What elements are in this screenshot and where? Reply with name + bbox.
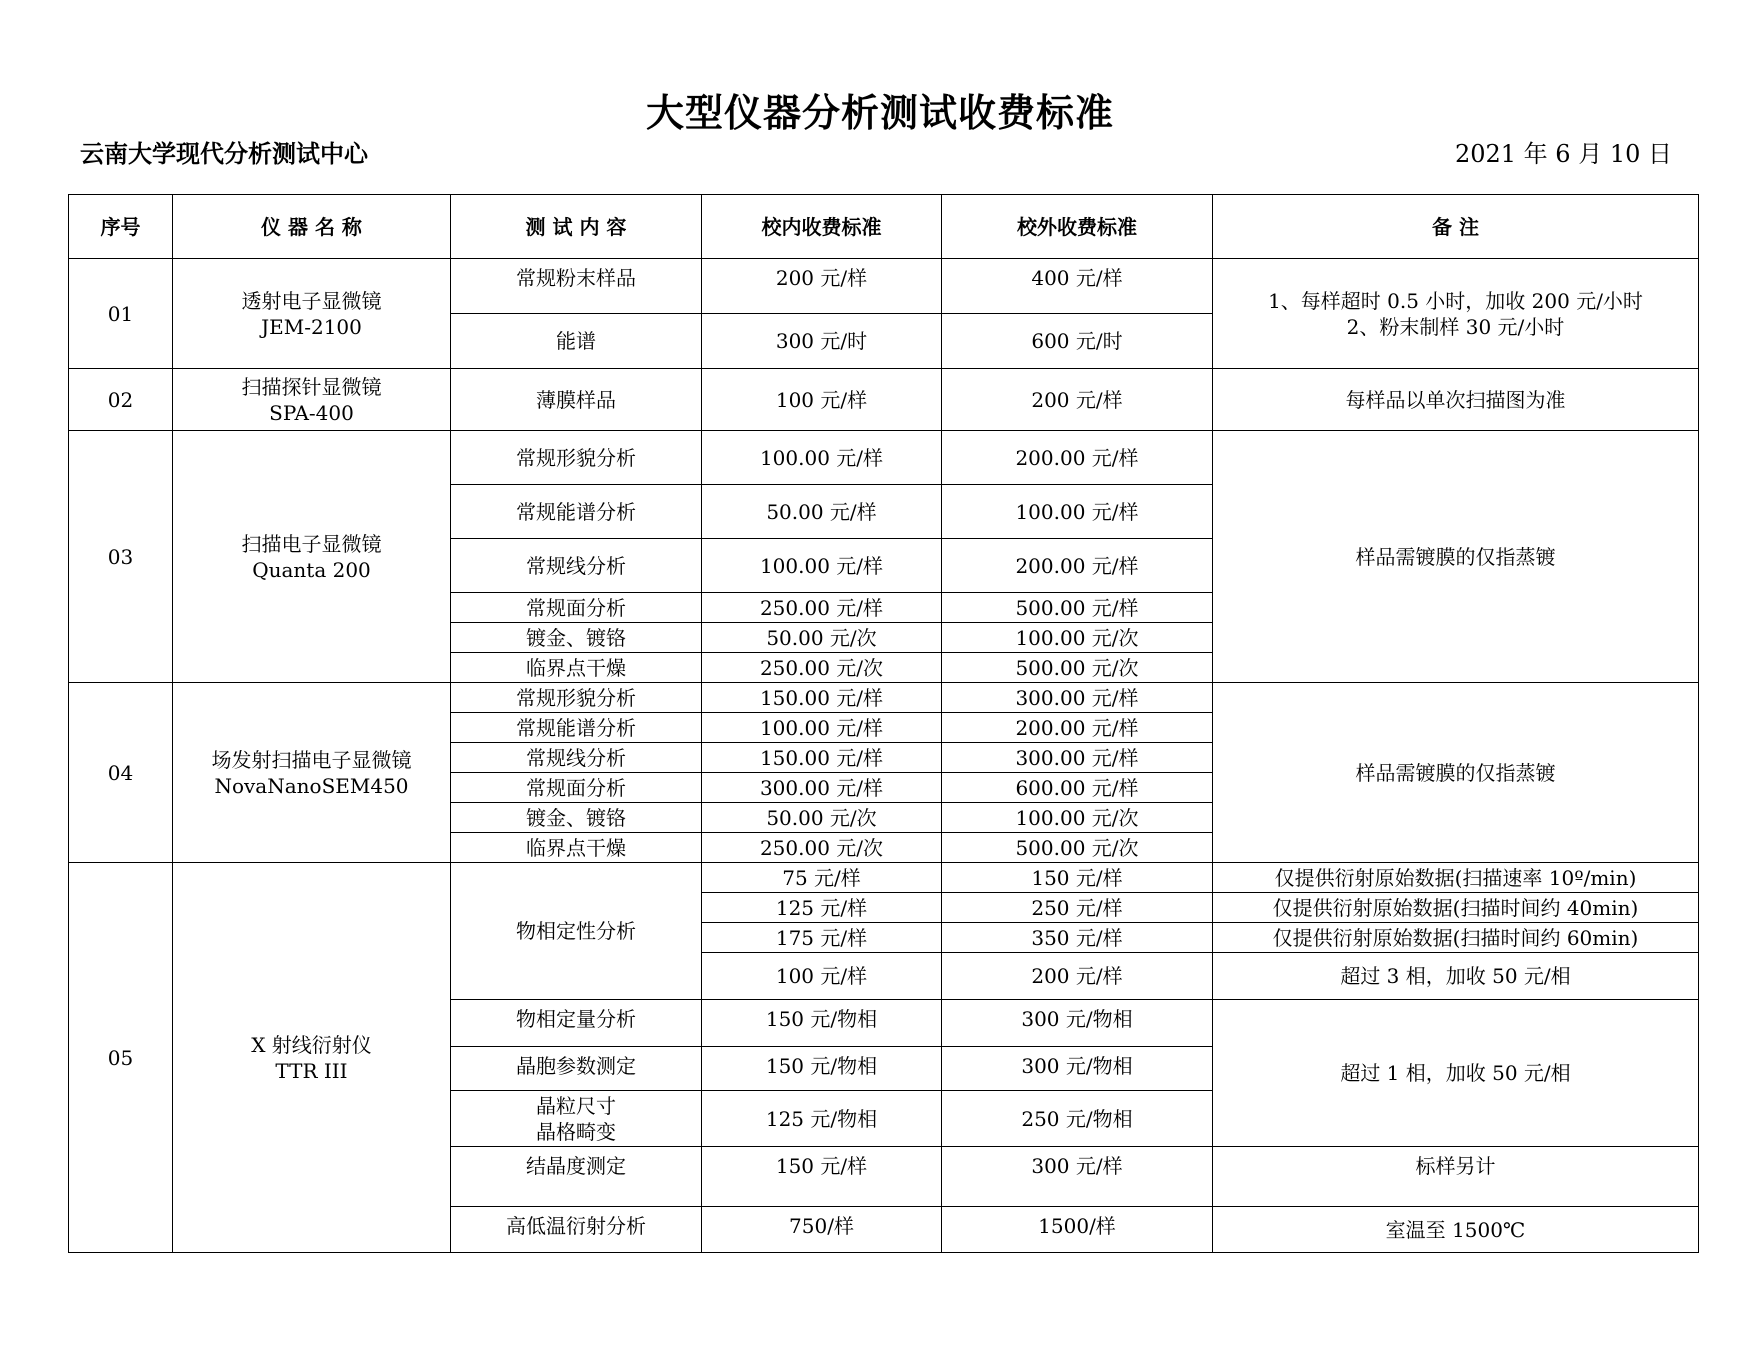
external-fee: 100.00 元/次 [942, 623, 1213, 653]
internal-fee: 50.00 元/次 [702, 623, 942, 653]
test-content: 常规线分析 [451, 539, 702, 593]
test-content-line: 晶粒尺寸 [536, 1093, 616, 1118]
internal-fee: 75 元/样 [702, 863, 942, 893]
notes-cell: 仅提供衍射原始数据(扫描时间约 60min) [1213, 923, 1699, 953]
notes-cell: 仅提供衍射原始数据(扫描时间约 40min) [1213, 893, 1699, 923]
document-date: 2021 年 6 月 10 日 [1454, 140, 1672, 168]
header-no: 序号 [69, 195, 173, 259]
table-row [69, 259, 1699, 314]
instrument-model: SPA-400 [269, 400, 354, 425]
external-fee: 600.00 元/样 [942, 773, 1213, 803]
external-fee: 250 元/样 [942, 893, 1213, 923]
external-fee: 300.00 元/样 [942, 743, 1213, 773]
external-fee: 300 元/样 [942, 1147, 1213, 1207]
test-content: 临界点干燥 [451, 653, 702, 683]
instrument-model: NovaNanoSEM450 [214, 773, 409, 798]
table-row [69, 431, 1699, 485]
external-fee: 400 元/样 [942, 259, 1213, 314]
external-fee: 200 元/样 [942, 953, 1213, 1000]
test-content: 镀金、镀铬 [451, 803, 702, 833]
internal-fee: 100.00 元/样 [702, 539, 942, 593]
instrument-name [173, 369, 451, 431]
test-content: 镀金、镀铬 [451, 623, 702, 653]
test-content: 薄膜样品 [451, 369, 702, 431]
internal-fee: 150.00 元/样 [702, 743, 942, 773]
row-number: 03 [69, 431, 173, 683]
note-line: 2、粉末制样 30 元/小时 [1346, 314, 1565, 339]
test-content: 物相定量分析 [451, 1000, 702, 1047]
internal-fee: 750/样 [702, 1207, 942, 1253]
external-fee: 150 元/样 [942, 863, 1213, 893]
instrument-model: JEM-2100 [261, 314, 362, 339]
external-fee: 100.00 元/次 [942, 803, 1213, 833]
fee-table [68, 194, 1699, 1253]
test-content: 常规能谱分析 [451, 485, 702, 539]
external-fee: 300.00 元/样 [942, 683, 1213, 713]
external-fee: 200.00 元/样 [942, 539, 1213, 593]
header-row [69, 195, 1699, 259]
internal-fee: 300 元/时 [702, 314, 942, 369]
instrument-name [173, 863, 451, 1253]
test-content-line: 晶格畸变 [536, 1119, 616, 1144]
table-row [69, 369, 1699, 431]
header-notes: 备 注 [1213, 195, 1699, 259]
test-content: 物相定性分析 [451, 863, 702, 1000]
external-fee: 500.00 元/次 [942, 653, 1213, 683]
instrument-name [173, 259, 451, 369]
organization-name: 云南大学现代分析测试中心 [80, 140, 368, 168]
external-fee: 300 元/物相 [942, 1047, 1213, 1091]
internal-fee: 250.00 元/次 [702, 653, 942, 683]
internal-fee: 50.00 元/样 [702, 485, 942, 539]
header-instrument: 仪 器 名 称 [173, 195, 451, 259]
instrument-model: Quanta 200 [252, 557, 371, 582]
internal-fee: 250.00 元/次 [702, 833, 942, 863]
external-fee: 500.00 元/次 [942, 833, 1213, 863]
table-row [69, 863, 1699, 893]
external-fee: 600 元/时 [942, 314, 1213, 369]
instrument-name-cn: 透射电子显微镜 [241, 288, 382, 313]
external-fee: 1500/样 [942, 1207, 1213, 1253]
test-content [451, 1091, 702, 1147]
internal-fee: 150 元/样 [702, 1147, 942, 1207]
test-content: 结晶度测定 [451, 1147, 702, 1207]
external-fee: 250 元/物相 [942, 1091, 1213, 1147]
test-content: 高低温衍射分析 [451, 1207, 702, 1253]
external-fee: 350 元/样 [942, 923, 1213, 953]
row-number: 04 [69, 683, 173, 863]
instrument-name-cn: X 射线衍射仪 [251, 1032, 372, 1057]
notes-cell: 超过 1 相，加收 50 元/相 [1213, 1000, 1699, 1147]
instrument-name-cn: 场发射扫描电子显微镜 [211, 747, 412, 772]
external-fee: 200.00 元/样 [942, 713, 1213, 743]
test-content: 常规粉末样品 [451, 259, 702, 314]
internal-fee: 125 元/样 [702, 893, 942, 923]
notes-cell: 样品需镀膜的仅指蒸镀 [1213, 683, 1699, 863]
test-content: 能谱 [451, 314, 702, 369]
header-internal: 校内收费标准 [702, 195, 942, 259]
internal-fee: 150 元/物相 [702, 1000, 942, 1047]
internal-fee: 300.00 元/样 [702, 773, 942, 803]
external-fee: 300 元/物相 [942, 1000, 1213, 1047]
internal-fee: 150.00 元/样 [702, 683, 942, 713]
external-fee: 200 元/样 [942, 369, 1213, 431]
notes-cell [1213, 259, 1699, 369]
test-content: 常规形貌分析 [451, 431, 702, 485]
instrument-name-cn: 扫描探针显微镜 [241, 374, 382, 399]
notes-cell: 超过 3 相，加收 50 元/相 [1213, 953, 1699, 1000]
page-title: 大型仪器分析测试收费标准 [645, 91, 1114, 135]
notes-cell: 样品需镀膜的仅指蒸镀 [1213, 431, 1699, 683]
test-content: 常规面分析 [451, 593, 702, 623]
internal-fee: 175 元/样 [702, 923, 942, 953]
internal-fee: 50.00 元/次 [702, 803, 942, 833]
test-content: 晶胞参数测定 [451, 1047, 702, 1091]
table-row [69, 683, 1699, 713]
note-line: 1、每样超时 0.5 小时，加收 200 元/小时 [1268, 288, 1643, 313]
instrument-name [173, 431, 451, 683]
internal-fee: 100.00 元/样 [702, 431, 942, 485]
notes-cell: 每样品以单次扫描图为准 [1213, 369, 1699, 431]
instrument-name-cn: 扫描电子显微镜 [241, 531, 382, 556]
external-fee: 100.00 元/样 [942, 485, 1213, 539]
external-fee: 500.00 元/样 [942, 593, 1213, 623]
instrument-model: TTR III [275, 1058, 348, 1083]
row-number: 02 [69, 369, 173, 431]
header-content: 测 试 内 容 [451, 195, 702, 259]
test-content: 常规线分析 [451, 743, 702, 773]
internal-fee: 125 元/物相 [702, 1091, 942, 1147]
test-content: 常规能谱分析 [451, 713, 702, 743]
internal-fee: 200 元/样 [702, 259, 942, 314]
instrument-name [173, 683, 451, 863]
test-content: 临界点干燥 [451, 833, 702, 863]
notes-cell: 室温至 1500℃ [1213, 1207, 1699, 1253]
internal-fee: 250.00 元/样 [702, 593, 942, 623]
internal-fee: 150 元/物相 [702, 1047, 942, 1091]
notes-cell: 仅提供衍射原始数据(扫描速率 10º/min) [1213, 863, 1699, 893]
external-fee: 200.00 元/样 [942, 431, 1213, 485]
notes-cell: 标样另计 [1213, 1147, 1699, 1207]
row-number: 05 [69, 863, 173, 1253]
internal-fee: 100 元/样 [702, 953, 942, 1000]
internal-fee: 100 元/样 [702, 369, 942, 431]
row-number: 01 [69, 259, 173, 369]
test-content: 常规形貌分析 [451, 683, 702, 713]
header-external: 校外收费标准 [942, 195, 1213, 259]
test-content: 常规面分析 [451, 773, 702, 803]
internal-fee: 100.00 元/样 [702, 713, 942, 743]
